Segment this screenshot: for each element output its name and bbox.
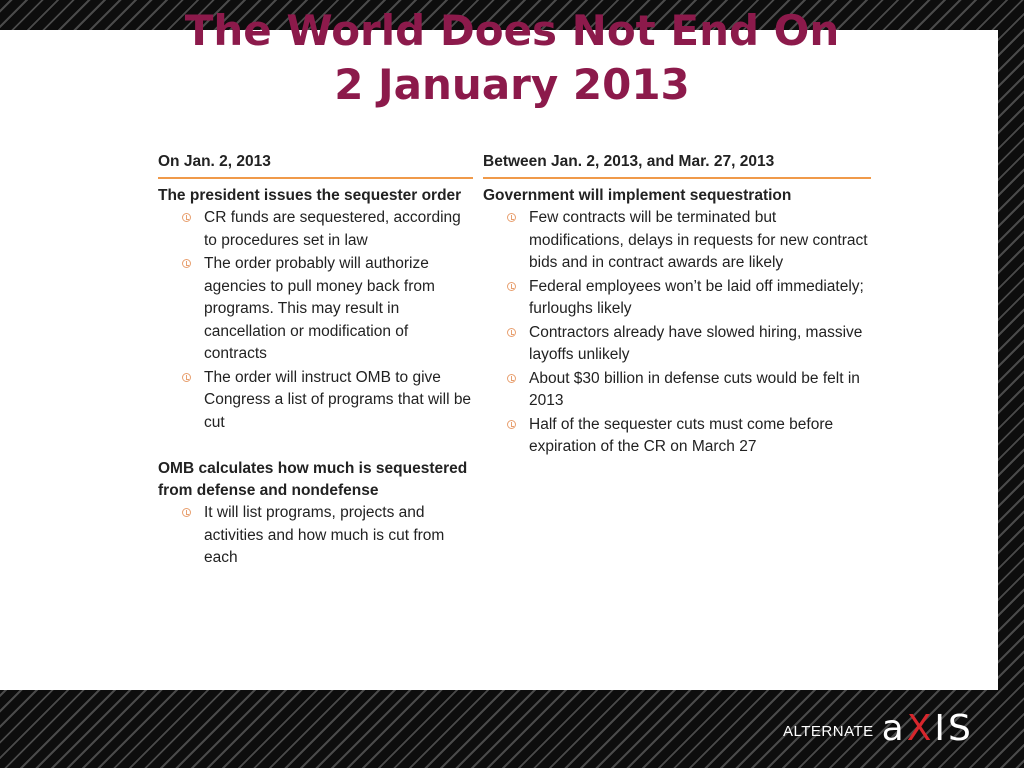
list-item: About $30 billion in defense cuts would be felt in 2013 (507, 368, 871, 413)
content-image (143, 152, 881, 687)
list-item: Contractors already have slowed hiring, massive layoffs unlikely (507, 322, 871, 367)
right-section-1-list (483, 207, 871, 459)
clock-bullet-icon (507, 328, 516, 337)
clock-bullet-icon (507, 213, 516, 222)
left-column (158, 152, 473, 571)
slide-title (0, 4, 1024, 112)
clock-bullet-icon (182, 259, 191, 268)
list-item: The order will instruct OMB to give Congress a list of programs that will be cut (182, 367, 473, 435)
clock-bullet-icon (507, 282, 516, 291)
clock-bullet-icon (182, 213, 191, 222)
list-item: It will list programs, projects and activities and how much is cut from each (182, 502, 473, 570)
left-section-2-heading: OMB calculates how much is sequestered from defense and nondefense (158, 460, 468, 499)
right-column (483, 152, 871, 460)
list-item: CR funds are sequestered, according to procedures set in law (182, 207, 473, 252)
list-item: Few contracts will be terminated but modifications, delays in requests for new contract bids and in contract awards are likely (507, 207, 871, 275)
list-item: Federal employees won’t be laid off immediately; furloughs likely (507, 276, 871, 321)
title-line-1: The World Does Not End On (184, 6, 840, 55)
left-column-header: On Jan. 2, 2013 (158, 152, 473, 179)
left-section-1-heading: The president issues the sequester order (158, 187, 462, 204)
left-section-2-list (158, 502, 473, 570)
left-section-1-list (158, 207, 473, 434)
clock-bullet-icon (507, 374, 516, 383)
logo-mark: aXIS (881, 707, 974, 749)
list-item: Half of the sequester cuts must come before expiration of the CR on March 27 (507, 414, 871, 459)
logo-word: ALTERNATE (783, 722, 874, 740)
clock-bullet-icon (182, 373, 191, 382)
alternate-axis-logo (783, 708, 974, 748)
title-line-2: 2 January 2013 (334, 60, 690, 109)
right-column-header: Between Jan. 2, 2013, and Mar. 27, 2013 (483, 152, 871, 179)
right-section-1-heading: Government will implement sequestration (483, 187, 792, 204)
list-item: The order probably will authorize agencies to pull money back from programs. This may result in cancellation or modification of contracts (182, 253, 473, 366)
clock-bullet-icon (507, 420, 516, 429)
clock-bullet-icon (182, 508, 191, 517)
